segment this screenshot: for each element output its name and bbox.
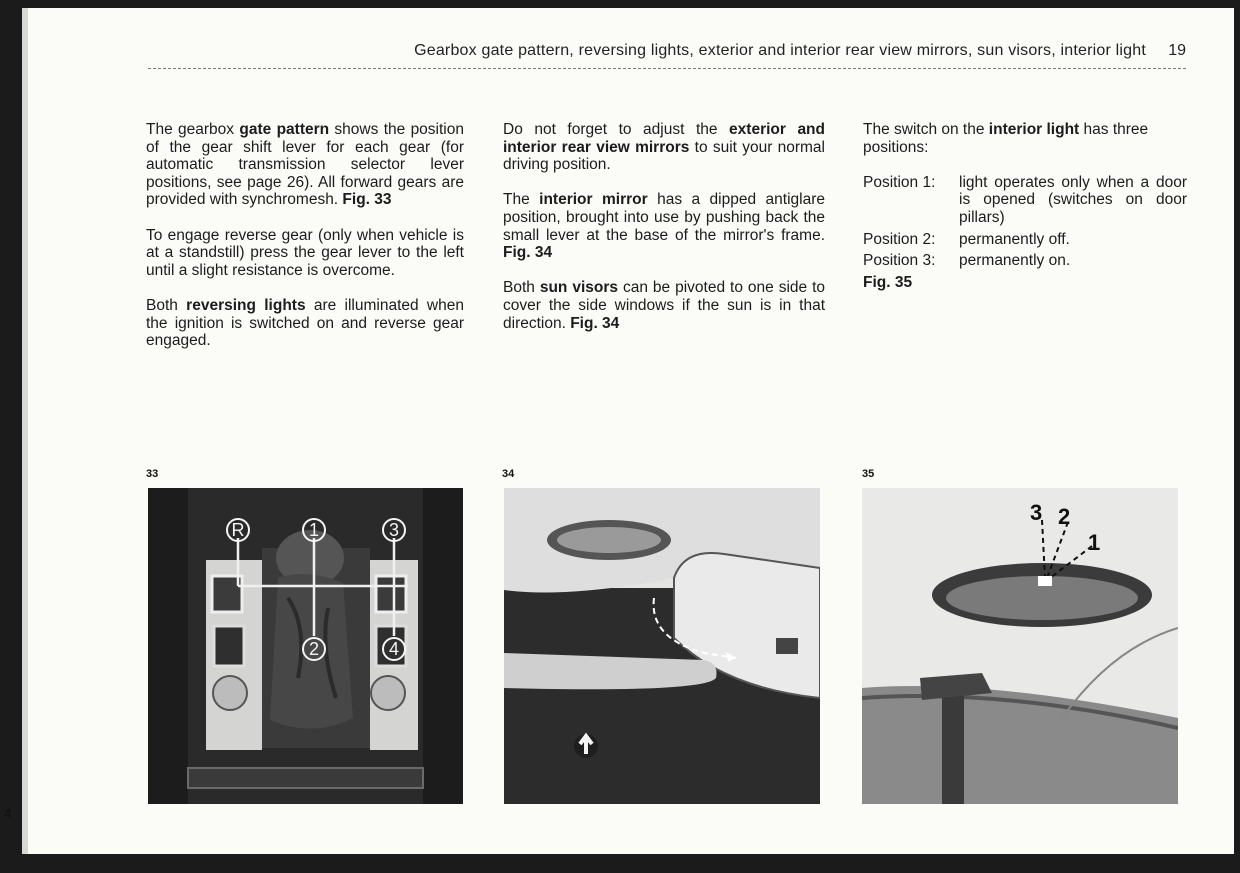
position-label: Position 2: bbox=[863, 230, 936, 248]
term-mirrors: exterior and interior rear view mirrors bbox=[503, 121, 825, 156]
figure-number-33: 33 bbox=[146, 468, 159, 480]
term-sun-visors: sun visors bbox=[539, 279, 619, 297]
paragraph-interior-mirror: The interior mirror has a dipped antiglare position, brought into use by pushing back the small lever at the base of the mirror's frame. Fig. 34 bbox=[503, 191, 826, 262]
gear-label-r: R bbox=[231, 520, 245, 540]
figure-34-mirror-photo bbox=[504, 488, 820, 804]
text-column-2 bbox=[503, 121, 825, 350]
figure-number-35: 35 bbox=[862, 468, 875, 480]
paragraph-gate-pattern: The gearbox gate pattern shows the position of the gear shift lever for each gear (for automatic transmission selector lever positions, see page 26). All forward gears are provided with synchromesh. Fig. 33 bbox=[146, 121, 464, 209]
gear-label-2: 2 bbox=[308, 639, 320, 659]
figure-35-interior-light-photo bbox=[862, 488, 1178, 804]
gear-label-3: 3 bbox=[388, 520, 400, 540]
header-title: Gearbox gate pattern, reversing lights, exterior and interior rear view mirrors, sun visors, interior light bbox=[414, 42, 1146, 59]
paragraph-mirrors: Do not forget to adjust the exterior and interior rear view mirrors to suit your normal driving position. bbox=[503, 121, 825, 174]
term-interior-mirror: interior mirror bbox=[539, 191, 648, 209]
position-text: permanently on. bbox=[959, 252, 1071, 270]
term-interior-light: interior light bbox=[988, 121, 1080, 138]
fig-ref-34: Fig. 34 bbox=[503, 244, 553, 262]
callout-3: 3 bbox=[1030, 500, 1043, 525]
fig-ref-33: Fig. 33 bbox=[342, 191, 392, 209]
paragraph-interior-light: The switch on the interior light has three positions: bbox=[863, 121, 1149, 156]
manual-page bbox=[22, 8, 1234, 854]
paragraph-reverse-gear: To engage reverse gear (only when vehicle is at a standstill) press the gear lever to the left until a slight resistance is overcome. bbox=[146, 226, 464, 279]
paragraph-reversing-lights: Both reversing lights are illuminated when the ignition is switched on and reverse gear engaged. bbox=[146, 296, 464, 350]
callout-2: 2 bbox=[1058, 504, 1071, 529]
position-text: light operates only when a door is opened (switches on door pillars) bbox=[959, 173, 1187, 226]
margin-mark: 4 bbox=[4, 805, 12, 821]
gear-label-4: 4 bbox=[388, 639, 400, 659]
page-header bbox=[148, 38, 1186, 69]
callout-1: 1 bbox=[1088, 530, 1101, 555]
text-column-1 bbox=[146, 121, 464, 367]
position-row-1 bbox=[863, 174, 1187, 227]
position-text: permanently off. bbox=[959, 230, 1070, 248]
figure-33-gear-shift-photo bbox=[148, 488, 463, 804]
fig-ref-34b: Fig. 34 bbox=[570, 314, 620, 332]
figure-number-34: 34 bbox=[502, 468, 515, 480]
term-gate-pattern: gate pattern bbox=[239, 121, 330, 138]
page-number: 19 bbox=[1168, 42, 1186, 59]
text-column-3 bbox=[863, 121, 1187, 291]
position-label: Position 3: bbox=[863, 252, 936, 270]
paragraph-sun-visors: Both sun visors can be pivoted to one side to cover the side windows if the sun is in that direction. Fig. 34 bbox=[503, 279, 825, 332]
position-row-2 bbox=[863, 231, 1187, 249]
position-row-3 bbox=[863, 252, 1187, 270]
position-label: Position 1: bbox=[863, 173, 936, 191]
fig-ref-35: Fig. 35 bbox=[863, 273, 913, 291]
term-reversing-lights: reversing lights bbox=[186, 296, 306, 314]
gear-label-1: 1 bbox=[308, 520, 320, 540]
